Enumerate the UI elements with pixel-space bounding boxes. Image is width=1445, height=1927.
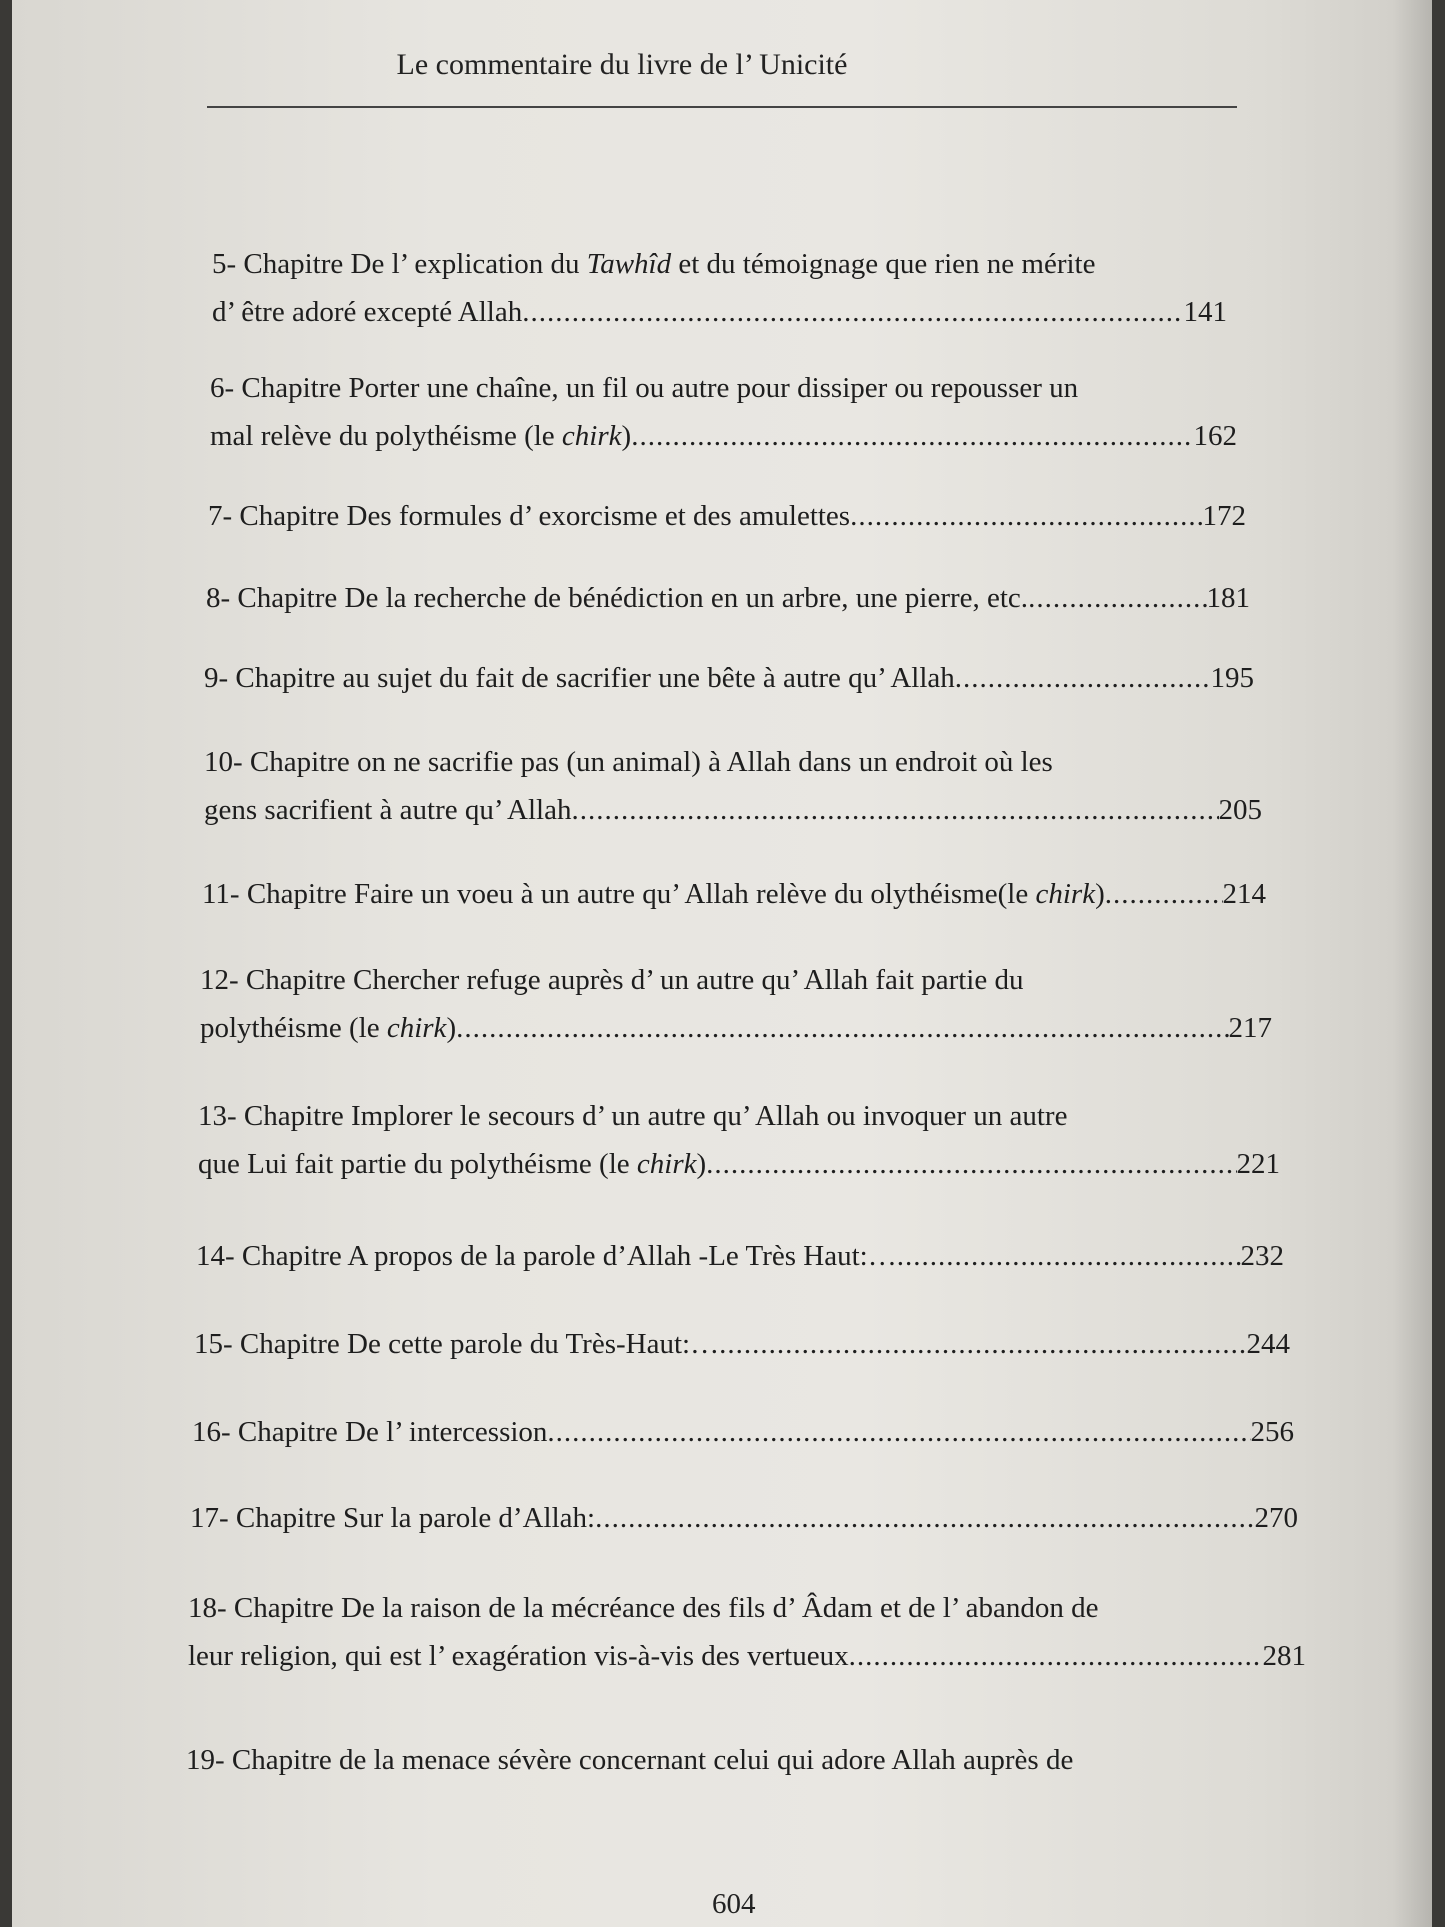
toc-page-number: 244 bbox=[1246, 1328, 1290, 1360]
toc-entry-8 bbox=[206, 574, 1250, 622]
book-page bbox=[12, 0, 1432, 1927]
toc-entry-text: 9- Chapitre au sujet du fait de sacrifier une bête à autre qu’ Allah bbox=[204, 662, 955, 694]
toc-entry-line bbox=[200, 1004, 1272, 1052]
toc-entry-18 bbox=[188, 1584, 1306, 1680]
leader-dots bbox=[849, 1632, 1263, 1680]
leader-dots bbox=[547, 1408, 1250, 1456]
page-number: 604 bbox=[712, 1888, 756, 1920]
leader-dots bbox=[719, 1320, 1246, 1368]
toc-entry-line bbox=[188, 1632, 1306, 1680]
toc-entry-15 bbox=[194, 1320, 1290, 1368]
toc-entry-16 bbox=[192, 1408, 1294, 1456]
toc-page-number: 217 bbox=[1228, 1012, 1272, 1044]
toc-entry-text: 8- Chapitre De la recherche de bénédiction en un arbre, une pierre, etc. bbox=[206, 582, 1029, 614]
toc-page-number: 281 bbox=[1262, 1640, 1306, 1672]
toc-page-number: 221 bbox=[1236, 1148, 1280, 1180]
toc-entry-line bbox=[210, 412, 1237, 460]
toc-entry-line bbox=[208, 492, 1246, 540]
toc-entry-text: 17- Chapitre Sur la parole d’Allah: bbox=[190, 1502, 596, 1534]
toc-entry-line bbox=[204, 786, 1262, 834]
leader-dots bbox=[1105, 870, 1223, 918]
toc-entry-text: leur religion, qui est l’ exagération vis-à-vis des vertueux bbox=[188, 1640, 849, 1672]
toc-entry-text: 11- Chapitre Faire un voeu à un autre qu’ Allah relève du olythéisme(le chirk) bbox=[202, 878, 1105, 910]
toc-entry-12 bbox=[200, 956, 1272, 1052]
toc-entry-5 bbox=[212, 240, 1227, 336]
toc-page-number: 232 bbox=[1240, 1240, 1284, 1272]
toc-page-number: 162 bbox=[1193, 420, 1237, 452]
toc-entry-text: 5- Chapitre De l’ explication du Tawhîd et du témoignage que rien ne mérite bbox=[212, 248, 1096, 280]
leader-dots bbox=[955, 654, 1211, 702]
toc-entry-9 bbox=[204, 654, 1254, 702]
toc-entry-line bbox=[190, 1494, 1298, 1542]
leader-dots bbox=[850, 492, 1202, 540]
toc-entry-text: mal relève du polythéisme (le chirk) bbox=[210, 420, 632, 452]
table-of-contents bbox=[12, 0, 1432, 1927]
toc-entry-text: polythéisme (le chirk) bbox=[200, 1012, 457, 1044]
toc-entry-text: 6- Chapitre Porter une chaîne, un fil ou autre pour dissiper ou repousser un bbox=[210, 372, 1079, 404]
toc-entry-line bbox=[210, 364, 1237, 412]
toc-entry-6 bbox=[210, 364, 1237, 460]
toc-entry-line bbox=[198, 1092, 1280, 1140]
leader-dots bbox=[522, 288, 1183, 336]
toc-entry-11 bbox=[202, 870, 1266, 918]
toc-entry-text: gens sacrifient à autre qu’ Allah bbox=[204, 794, 572, 826]
toc-entry-line bbox=[206, 574, 1250, 622]
leader-dots bbox=[595, 1494, 1254, 1542]
toc-entry-17 bbox=[190, 1494, 1298, 1542]
toc-entry-7 bbox=[208, 492, 1246, 540]
toc-entry-line bbox=[198, 1140, 1280, 1188]
toc-entry-text: 7- Chapitre Des formules d’ exorcisme et des amulettes bbox=[208, 500, 851, 532]
toc-entry-19 bbox=[186, 1736, 1316, 1784]
leader-dots bbox=[571, 786, 1218, 834]
toc-page-number: 141 bbox=[1183, 296, 1227, 328]
running-header: Le commentaire du livre de l’ Unicité bbox=[396, 48, 848, 81]
toc-entry-text: 16- Chapitre De l’ intercession bbox=[192, 1416, 548, 1448]
toc-entry-text: 12- Chapitre Chercher refuge auprès d’ un autre qu’ Allah fait partie du bbox=[200, 964, 1024, 996]
toc-entry-text: 13- Chapitre Implorer le secours d’ un autre qu’ Allah ou invoquer un autre bbox=[198, 1100, 1068, 1132]
toc-entry-line bbox=[212, 240, 1227, 288]
toc-page-number: 256 bbox=[1250, 1416, 1294, 1448]
toc-entry-text: 14- Chapitre A propos de la parole d’Allah -Le Très Haut:… bbox=[196, 1240, 897, 1272]
leader-dots bbox=[706, 1140, 1236, 1188]
toc-entry-line bbox=[186, 1736, 1316, 1784]
toc-entry-text: 18- Chapitre De la raison de la mécréance des fils d’ Âdam et de l’ abandon de bbox=[188, 1592, 1099, 1624]
toc-page-number: 270 bbox=[1254, 1502, 1298, 1534]
toc-entry-14 bbox=[196, 1232, 1284, 1280]
toc-entry-line bbox=[212, 288, 1227, 336]
toc-entry-line bbox=[204, 738, 1262, 786]
toc-entry-text: que Lui fait partie du polythéisme (le chirk) bbox=[198, 1148, 707, 1180]
toc-entry-text: 19- Chapitre de la menace sévère concernant celui qui adore Allah auprès de bbox=[186, 1744, 1074, 1776]
toc-entry-text: d’ être adoré excepté Allah bbox=[212, 296, 523, 328]
toc-entry-10 bbox=[204, 738, 1262, 834]
toc-entry-13 bbox=[198, 1092, 1280, 1188]
toc-page-number: 205 bbox=[1218, 794, 1262, 826]
toc-entry-line bbox=[196, 1232, 1284, 1280]
leader-dots bbox=[631, 412, 1193, 460]
page-edge-shadow bbox=[1392, 0, 1432, 1927]
toc-page-number: 195 bbox=[1210, 662, 1254, 694]
toc-entry-text: 15- Chapitre De cette parole du Très-Haut:… bbox=[194, 1328, 720, 1360]
toc-entry-line bbox=[202, 870, 1266, 918]
toc-entry-line bbox=[204, 654, 1254, 702]
leader-dots bbox=[456, 1004, 1228, 1052]
leader-dots bbox=[1028, 574, 1206, 622]
toc-entry-line bbox=[188, 1584, 1306, 1632]
toc-entry-line bbox=[192, 1408, 1294, 1456]
toc-page-number: 214 bbox=[1222, 878, 1266, 910]
leader-dots bbox=[897, 1232, 1241, 1280]
toc-page-number: 181 bbox=[1206, 582, 1250, 614]
toc-entry-line bbox=[194, 1320, 1290, 1368]
toc-page-number: 172 bbox=[1202, 500, 1246, 532]
toc-entry-text: 10- Chapitre on ne sacrifie pas (un animal) à Allah dans un endroit où les bbox=[204, 746, 1053, 778]
toc-entry-line bbox=[200, 956, 1272, 1004]
